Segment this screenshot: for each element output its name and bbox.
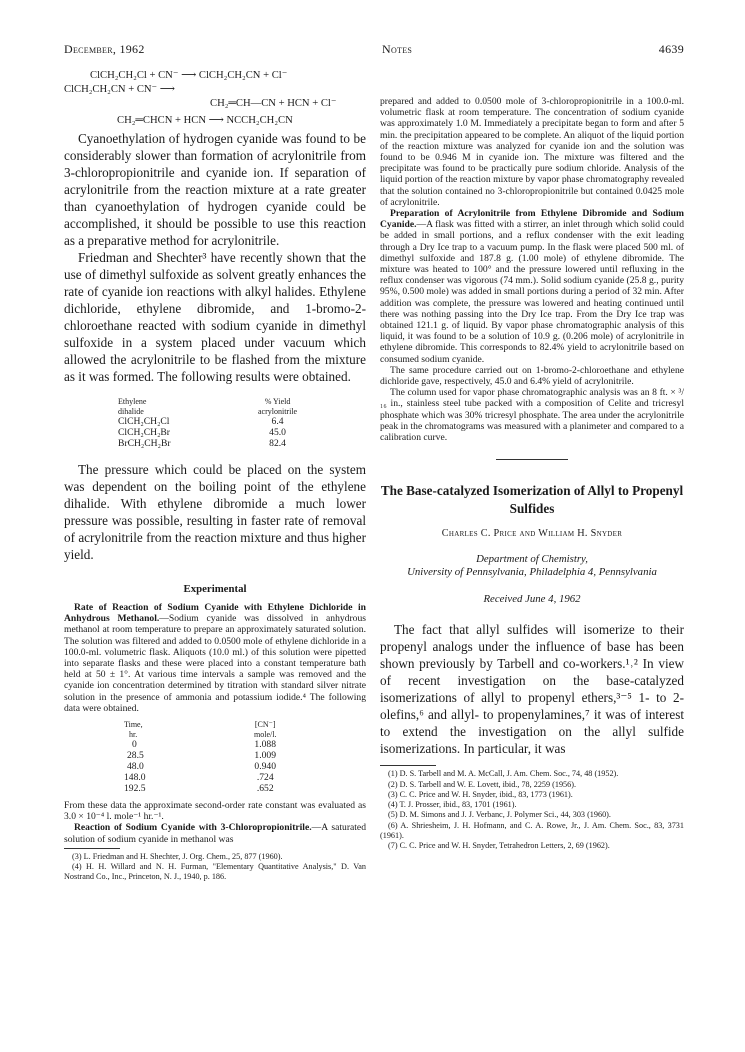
run-in-heading: Rate of Reaction of Sodium Cyanide with Ethylene Dichloride in Anhydrous Methanol.: [64, 602, 366, 625]
footnote: (3) C. C. Price and W. H. Snyder, ibid., 83, 1773 (1961).: [388, 789, 573, 799]
footnote: (4) H. H. Willard and N. H. Furman, "Elementary Quantitative Analysis," D. Van Nostrand Co., Inc., Princeton, N. J., 1940, p. 186.: [64, 862, 366, 882]
yield-table: [118, 397, 297, 449]
table-cell: 45.0: [269, 427, 286, 438]
footnote: (7) C. C. Price and W. H. Snyder, Tetrahedron Letters, 2, 69 (1962).: [388, 841, 610, 851]
column-header: [118, 397, 258, 416]
footnotes: [380, 769, 684, 851]
equation-1: ClCH₂CH₂Cl + CN⁻ ⟶ ClCH₂CH₂CN + Cl⁻: [90, 70, 288, 81]
affiliation-line: Department of Chemistry,: [476, 553, 588, 566]
run-in-heading: Reaction of Sodium Cyanide with 3-Chloropropionitrile.: [74, 822, 312, 834]
rate-table: [124, 720, 276, 794]
table-cell: ClCH₂CH₂Br: [118, 427, 171, 438]
header-line: % Yield: [264, 397, 291, 406]
footnote: (5) D. M. Simons and J. J. Verbanc, J. Polymer Sci., 44, 303 (1960).: [388, 810, 611, 820]
equation-4: CH₂═CHCN + HCN ⟶ NCCH₂CH₂CN: [117, 115, 293, 126]
paragraph: Friedman and Shechter³ have recently shown that the use of dimethyl sulfoxide as solvent greatly enhances the rate of cyanide ion reactions with alkyl halides. Ethylene dichloride, ethylene dibromide, and 1-bromo-2-chloroethane reacted with sodium cyanide in dimethyl sulfoxide in a system placed under vacuum which allowed the acrylonitrile to be flashed from the mixture as it was formed. The following results were obtained.: [64, 250, 366, 384]
footnote-rule: [64, 848, 120, 849]
table-cell: 82.4: [269, 438, 286, 449]
paragraph: [64, 602, 366, 714]
experimental-text: [64, 602, 366, 714]
footnote: (4) T. J. Prosser, ibid., 83, 1701 (1961).: [388, 800, 517, 810]
header-line: [CN⁻]: [254, 720, 276, 730]
paragraph: [380, 208, 684, 365]
table-row: [118, 427, 297, 438]
article-body: [380, 621, 684, 757]
table-cell: 6.4: [271, 416, 284, 427]
section-heading: Experimental: [183, 583, 247, 595]
page-number: 4639: [658, 42, 684, 56]
table-cell: .724: [256, 772, 274, 784]
footnote: (2) D. S. Tarbell and W. E. Lovett, ibid., 78, 2259 (1956).: [388, 779, 577, 789]
affiliation-line: University of Pennsylvania, Philadelphia 4, Pennsylvania: [407, 566, 657, 579]
discussion-text: [64, 461, 366, 563]
table-cell: 192.5: [124, 783, 146, 795]
table-cell: 0.940: [254, 761, 277, 773]
table-row: [118, 416, 297, 427]
paragraph: Cyanoethylation of hydrogen cyanide was found to be considerably slower than formation of acrylonitrile from 3-chloropropionitrile and cyanide ion. If separation of acrylonitrile from the reaction mixture at a rate greater than cyanoethylation of hydrogen cyanide could be accomplished, it should be possible to use this reaction as a preparative method for acrylonitrile.: [64, 131, 366, 248]
header-line: Time,: [124, 720, 143, 730]
paragraph: [64, 822, 366, 844]
table-cell: 148.0: [124, 772, 146, 784]
header-line: mole/l.: [254, 729, 277, 739]
table-cell: 48.0: [127, 761, 144, 773]
column-header: [124, 720, 254, 739]
equation-3: CH₂═CH—CN + HCN + Cl⁻: [210, 98, 337, 109]
header-section: Notes: [382, 42, 413, 56]
header-line: hr.: [129, 729, 138, 739]
article-authors: Charles C. Price and William H. Snyder: [441, 528, 623, 540]
paragraph-body: —A saturated solution of sodium cyanide in methanol was: [64, 822, 366, 845]
running-header: [64, 42, 684, 58]
footnote: (6) A. Shriesheim, J. H. Hofmann, and C. A. Rowe, Jr., J. Am. Chem. Soc., 83, 3731 (1961).: [380, 820, 684, 841]
run-in-heading: Preparation of Acrylonitrile from Ethylene Dibromide and Sodium Cyanide.: [380, 208, 684, 231]
column-header: [254, 720, 276, 739]
table-cell: 1.009: [254, 750, 277, 762]
equation-2: ClCH₂CH₂CN + CN⁻ ⟶: [64, 84, 175, 95]
intro-text: [64, 130, 366, 385]
footnote: (3) L. Friedman and H. Shechter, J. Org. Chem., 25, 877 (1960).: [72, 851, 283, 861]
left-column: [64, 62, 366, 883]
table-cell: ClCH₂CH₂Cl: [118, 416, 170, 427]
experimental-text-continued: [64, 800, 366, 845]
table-cell: BrCH₂CH₂Br: [118, 438, 171, 449]
paragraph: prepared and added to 0.0500 mole of 3-chloropropionitrile in a 100.0-ml. volumetric flask at room temperature. The concentration of sodium cyanide was approximately 1.0 M. Immediately a precipitate began to form and after 5 min. the precipitation appeared to be complete. An aliquot of the liquid portion of the reaction mixture was analyzed for cyanide ion and the solution was found to be 0.946 M in cyanide ion. The mixture was filtered and the precipitate was found to be practically pure sodium chloride. Analysis of the liquid portion of the reaction mixture by vapor phase chromatography revealed that the solution contained no 3-chloropropionitrile but contained 0.0425 mole of acrylonitrile.: [380, 96, 684, 208]
header-line: dihalide: [118, 406, 144, 416]
article-title: The Base-catalyzed Isomerization of Allyl to Propenyl Sulfides: [380, 483, 684, 517]
paragraph: The fact that allyl sulfides will isomerize to their propenyl analogs under the influence of base has been shown previously by Tarbell and co-workers.¹˒² In view of recent investigation on the base-catalyzed isomerizations of allyl to propenyl ethers,³⁻⁵ 1- to 2-olefins,⁶ and allyl- to propenylamines,⁷ it was of interest to extend the investigation on the allyl sulfide isomerizations. In particular, it was: [380, 622, 684, 757]
table-row: [118, 438, 297, 449]
experimental-text-right: [380, 96, 684, 443]
header-date: December, 1962: [64, 42, 145, 56]
paragraph-body: —A flask was fitted with a stirrer, an inlet through which solid could be added in small portions, and a reflux condenser with the exit leading through a Dry Ice trap to a vacuum pump. In the flask were placed 500 ml. of dimethyl sulfoxide and 187.8 g. (1.00 mole) of ethylene dibromide. The mixture was heated to 100° and the pressure lowered until refluxing in the reflux condenser was vigorous (74 mm.). Solid sodium cyanide (25.8 g., purity 95%, 0.500 mole) was added in small portions during a period of 32 min. After addition was complete, the pressure was lowered and heating continued until there was nothing passing into the Dry Ice trap. From the Dry Ice trap was obtained 121.1 g. of liquid. By vapor phase chromatographic analysis of this liquid, it was found to be a solution of 10.9 g. (0.206 mole) of acrylonitrile in ethylene dibromide. This corresponds to 82.4% yield to acrylonitrile based on consumed sodium cyanide.: [380, 219, 684, 365]
footnote-rule: [380, 765, 436, 766]
received-date: Received June 4, 1962: [483, 593, 581, 606]
table-cell: 0: [132, 739, 137, 751]
column-header: [258, 397, 297, 416]
table-cell: 28.5: [127, 750, 144, 762]
header-line: acrylonitrile: [258, 406, 298, 416]
right-column: [380, 96, 684, 852]
paragraph-body: —Sodium cyanide was dissolved in anhydrous methanol at room temperature to prepare an approximately saturated solution. The solution was filtered and added to 0.0500 mole of ethylene dichloride in a 100.0-ml. volumetric flask. Aliquots (10.0 ml.) of this solution were pipetted into separate flasks and these were placed into a constant temperature bath held at 50 ± 1°. At various time intervals a sample was removed and the cyanide ion concentration determined by titration with standard silver nitrate solution in the presence of ammonia and potassium iodide.⁴ The following data were obtained.: [64, 613, 366, 714]
table-row: [124, 783, 276, 794]
header-line: Ethylene: [118, 397, 147, 406]
table-header-row: [124, 720, 276, 739]
paragraph: From these data the approximate second-order rate constant was evaluated as 3.0 × 10⁻⁴ l. mole⁻¹ hr.⁻¹.: [64, 800, 366, 823]
paragraph: The column used for vapor phase chromatographic analysis was an 8 ft. × ³/₁₆ in., stainless steel tube packed with a composition of Celite and tricresyl phosphate which was 30% tricresyl phosphate. The area under the acrylonitrile peak in the chromatograms was measured with a planimeter and compared to a calibration curve.: [380, 387, 684, 444]
affiliation: [380, 553, 684, 579]
table-cell: 1.088: [254, 739, 277, 751]
footnotes: [64, 852, 366, 883]
table-row: [124, 750, 276, 761]
equation-block: [64, 69, 366, 128]
paragraph: The pressure which could be placed on the system was dependent on the boiling point of the ethylene dihalide. With ethylene dibromide a much lower pressure was possible, resulting in faster rate of removal of acrylonitrile from the reaction mixture and thus higher yield.: [64, 462, 366, 562]
table-row: [124, 739, 276, 750]
article-separator: [496, 459, 568, 460]
footnote: (1) D. S. Tarbell and M. A. McCall, J. Am. Chem. Soc., 74, 48 (1952).: [388, 769, 619, 779]
table-row: [124, 761, 276, 772]
paragraph: The same procedure carried out on 1-bromo-2-chloroethane and ethylene dichloride gave, respectively, 45.0 and 6.4% yield of acrylonitrile.: [380, 364, 684, 388]
table-header-row: [118, 397, 297, 416]
table-cell: .652: [256, 783, 274, 795]
table-row: [124, 772, 276, 783]
